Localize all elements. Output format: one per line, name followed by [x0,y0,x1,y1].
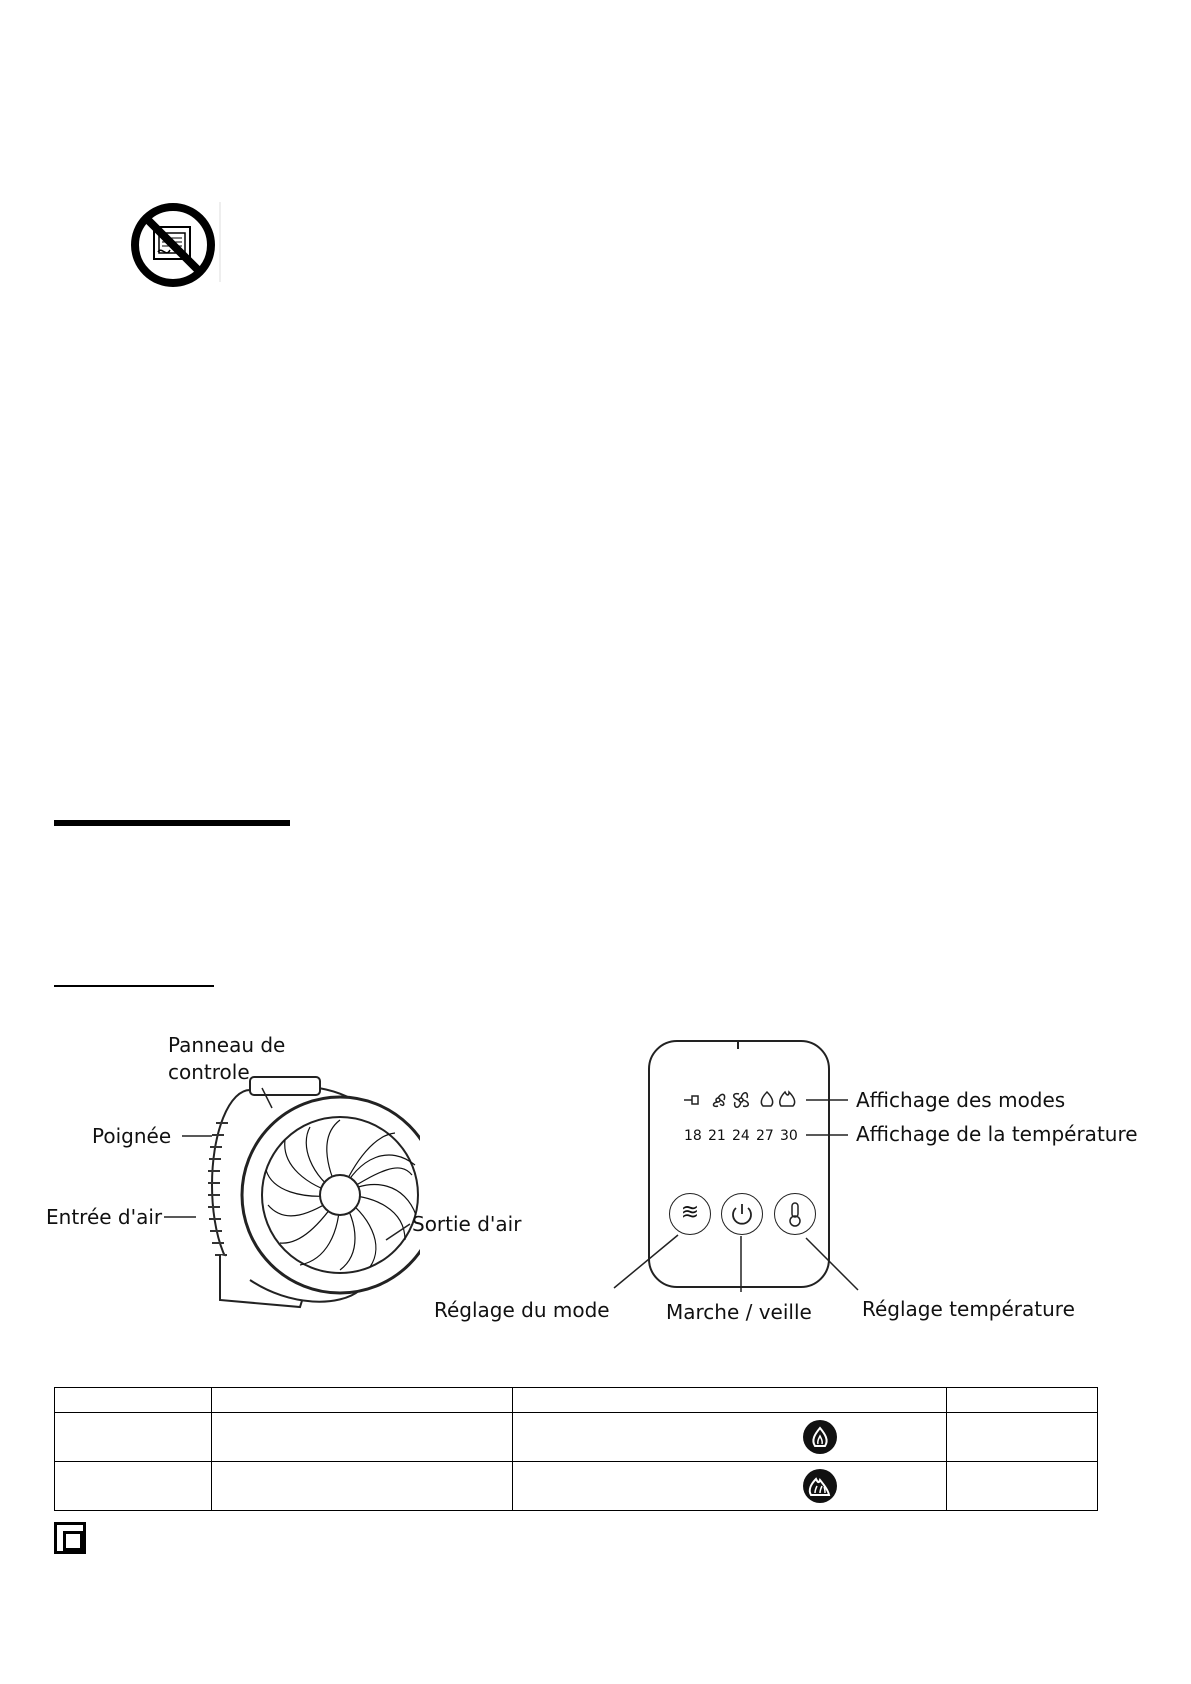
double-flame-icon [803,1469,837,1503]
temperature-30: 30 [780,1128,798,1144]
table-cell [55,1413,212,1462]
table-cell [211,1388,513,1413]
table-cell [947,1462,1098,1511]
temperature-24: 24 [732,1128,750,1144]
control-panel-label-line-2: controle [168,1060,250,1084]
table-cell [55,1462,212,1511]
handle-label: Poignée [92,1124,172,1148]
modes-display-label: Affichage des modes [856,1088,1066,1112]
temperature-setting-label: Réglage température [862,1297,1075,1321]
table-row [55,1413,1098,1462]
temperature-21: 21 [708,1128,726,1144]
double-insulation-icon [54,1522,86,1554]
wave-icon: ≋ [680,1200,700,1225]
table-row [55,1462,1098,1511]
table-cell [513,1413,947,1462]
mode-setting-label: Réglage du mode [434,1298,610,1322]
on-standby-label: Marche / veille [666,1300,812,1324]
table-cell [211,1413,513,1462]
table-cell [513,1388,947,1413]
temperature-18: 18 [684,1128,702,1144]
spec-table [54,1387,1098,1511]
table-cell [55,1388,212,1413]
temperature-27: 27 [756,1128,774,1144]
table-cell [211,1462,513,1511]
air-inlet-label: Entrée d'air [46,1205,163,1229]
table-cell [513,1462,947,1511]
single-flame-icon [803,1420,837,1454]
table-cell [947,1413,1098,1462]
air-outlet-label: Sortie d'air [412,1212,522,1236]
table-header-row [55,1388,1098,1413]
table-cell [947,1388,1098,1413]
temperature-display-label: Affichage de la température [856,1122,1138,1146]
control-panel-label-line-1: Panneau de [168,1033,286,1057]
